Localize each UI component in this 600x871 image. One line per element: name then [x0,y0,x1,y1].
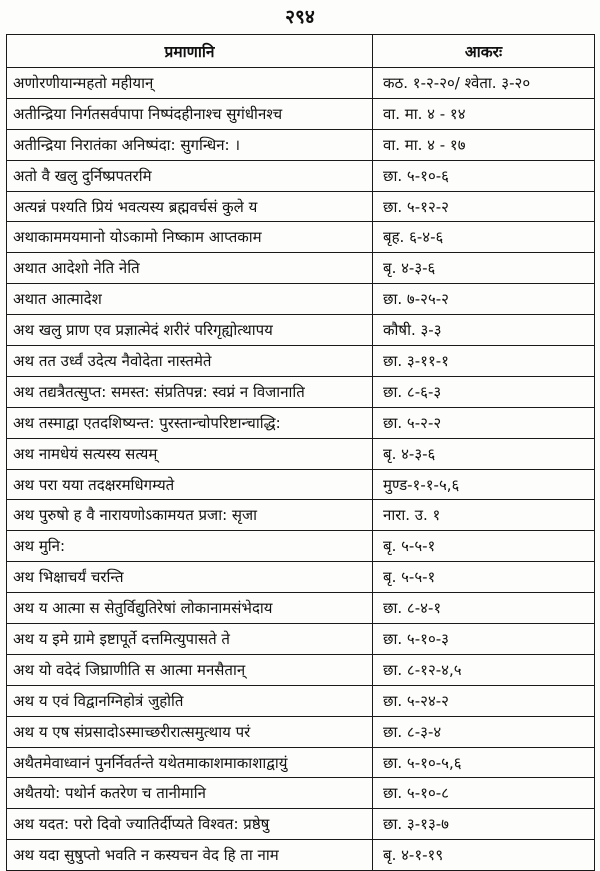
akara-cell: छा. ७-२५-२ [373,284,595,315]
table-row [7,840,595,871]
pramana-cell: अथ यदत: परो दिवो ज्यातिर्दीप्यते विश्वत: प्रष्ठेषु [7,809,373,840]
table-header-row [7,35,595,68]
table-row [7,98,595,129]
table-row [7,191,595,222]
akara-cell: छा. ५-१०-८ [373,778,595,809]
pramana-cell: अथैतयो: पथोर्न कतरेण च तानीमानि [7,778,373,809]
table-row [7,469,595,500]
pramana-cell: अतीन्द्रिया निरातंका अनिष्पंदा: सुगन्धिन: । [7,129,373,160]
akara-cell: छा. ८-१२-४,५ [373,654,595,685]
akara-cell: छा. ८-४-१ [373,593,595,624]
column-header-akara: आकरः [373,35,595,68]
akara-cell: मुण्ड-१-१-५,६ [373,469,595,500]
akara-cell: वा. मा. ४ - १७ [373,129,595,160]
pramana-cell: अथ नामधेयं सत्यस्य सत्यम् [7,438,373,469]
akara-cell: छा. ८-३-४ [373,716,595,747]
pramana-cell: अतीन्द्रिया निर्गतसर्वपापा निष्पंदहीनाश्च सुगंधीनश्च [7,98,373,129]
pramana-cell: अथ यदा सुषुप्तो भवति न कस्यचन वेद हि ता नाम [7,840,373,871]
pramana-cell: अणोरणीयान्महतो महीयान् [7,68,373,99]
akara-cell: छा. ५-१०-६ [373,160,595,191]
akara-cell: छा. ८-६-३ [373,376,595,407]
pramana-cell: अथ य एवं विद्वानग्निहोत्रं जुहोति [7,685,373,716]
pramana-cell: अथ परा यया तदक्षरमधिगम्यते [7,469,373,500]
table-body [7,68,595,871]
akara-cell: बृ. ४-१-१९ [373,840,595,871]
akara-cell: छा. ५-२-२ [373,407,595,438]
pramana-cell: अथ य इमे ग्रामे इष्टापूर्ते दत्तमित्युपासते ते [7,624,373,655]
pramana-cell: अथात आत्मादेश [7,284,373,315]
table-row [7,809,595,840]
table-row [7,160,595,191]
akara-cell: छा. ३-१३-७ [373,809,595,840]
table-row [7,284,595,315]
pramana-cell: अथ य आत्मा स सेतुर्विद्युतिरेषां लोकानामसंभेदाय [7,593,373,624]
pramana-cell: अथ तद्यत्रैतत्सुप्त: समस्त: संप्रतिपन्न: स्वप्नं न विजानाति [7,376,373,407]
table-row [7,500,595,531]
table-row [7,685,595,716]
pramana-cell: अथाकाममयमानो योऽकामो निष्काम आप्तकाम [7,222,373,253]
akara-cell: छा. ३-११-१ [373,346,595,377]
akara-cell: छा. ५-१०-५,६ [373,747,595,778]
table-row [7,315,595,346]
akara-cell: बृ. ४-३-६ [373,438,595,469]
pramana-cell: अथ भिक्षाचर्यं चरन्ति [7,562,373,593]
table-row [7,562,595,593]
table-row [7,222,595,253]
pramana-cell: अथ मुनि: [7,531,373,562]
pramana-cell: अथ य एष संप्रसादोऽस्माच्छरीरात्समुत्थाय परं [7,716,373,747]
akara-cell: बृ. ५-५-१ [373,562,595,593]
pramana-cell: अतो वै खलु दुर्निष्प्रपतरमि [7,160,373,191]
pramana-cell: अथात आदेशो नेति नेति [7,253,373,284]
akara-cell: छा. ५-१०-३ [373,624,595,655]
pramana-cell: अत्यन्नं पश्यति प्रियं भवत्यस्य ब्रह्मवर्चसं कुले य [7,191,373,222]
akara-cell: बृह. ६-४-६ [373,222,595,253]
table-row [7,68,595,99]
pramana-cell: अथ पुरुषो ह वै नारायणोऽकामयत प्रजा: सृजा [7,500,373,531]
akara-cell: छा. ५-२४-२ [373,685,595,716]
akara-cell: नारा. उ. १ [373,500,595,531]
table-row [7,253,595,284]
table-row [7,624,595,655]
pramana-cell: अथ यो वदेदं जिघ्राणीति स आत्मा मनसैतान् [7,654,373,685]
table-row [7,778,595,809]
akara-cell: बृ. ४-३-६ [373,253,595,284]
akara-cell: बृ. ५-५-१ [373,531,595,562]
akara-cell: छा. ५-१२-२ [373,191,595,222]
reference-table [6,34,595,871]
table-row [7,438,595,469]
pramana-cell: अथैतमेवाध्वानं पुनर्निवर्तन्ते यथेतमाकाशमाकाशाद्वायुं [7,747,373,778]
akara-cell: वा. मा. ४ - १४ [373,98,595,129]
table-row [7,407,595,438]
table-row [7,376,595,407]
page-number: २९४ [285,6,315,28]
table-row [7,346,595,377]
pramana-cell: अथ खलु प्राण एव प्रज्ञात्मेदं शरीरं परिगृह्योत्थापय [7,315,373,346]
table-row [7,593,595,624]
table-row [7,654,595,685]
table-row [7,716,595,747]
akara-cell: कौषी. ३-३ [373,315,595,346]
pramana-cell: अथ तस्माद्वा एतदशिष्यन्त: पुरस्तान्चोपरिष्टान्चाद्धि: [7,407,373,438]
pramana-cell: अथ तत उर्ध्वं उदेत्य नैवोदेता नास्तमेते [7,346,373,377]
column-header-pramana: प्रमाणानि [7,35,373,68]
table-row [7,129,595,160]
table-row [7,531,595,562]
table-row [7,747,595,778]
akara-cell: कठ. १-२-२०/ श्वेता. ३-२० [373,68,595,99]
